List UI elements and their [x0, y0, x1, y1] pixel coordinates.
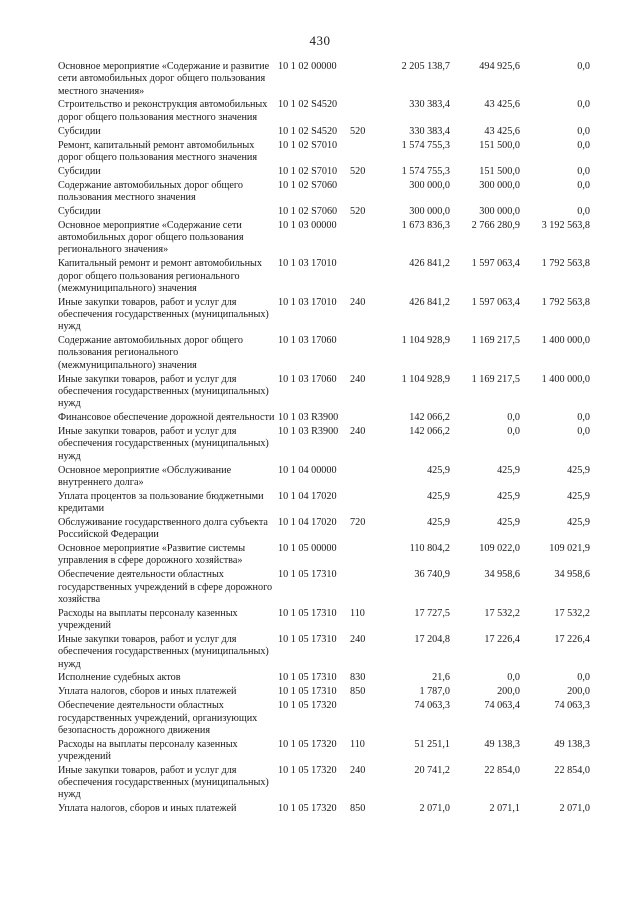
expense-type-code — [350, 491, 378, 517]
amount-year-2: 0,0 — [507, 426, 520, 438]
target-article-code: 10 1 02 S4520 — [278, 99, 338, 111]
item-name: Обеспечение деятельности областных государственных учреждений, организующих безопасность дорожного движения — [58, 700, 258, 736]
target-article-code: 10 1 03 R3900 — [278, 412, 339, 424]
expense-type-code — [350, 61, 378, 99]
amount-year-3: 22 854,0 — [554, 764, 590, 776]
amount-year-3: 17 226,4 — [554, 633, 590, 645]
table-row — [58, 374, 590, 412]
amount-year-1: 1 104 928,9 — [401, 335, 450, 347]
target-article-code: 10 1 02 00000 — [278, 61, 337, 72]
amount-year-3: 200,0 — [567, 686, 590, 698]
expense-type-code: 240 — [350, 373, 366, 385]
amount-year-2: 200,0 — [497, 686, 520, 698]
amount-year-3: 0,0 — [577, 165, 590, 177]
amount-year-1: 1 574 755,3 — [401, 165, 450, 177]
target-article-code: 10 1 03 17010 — [278, 258, 337, 270]
amount-year-1: 1 787,0 — [419, 686, 450, 698]
expense-type-code — [350, 465, 378, 491]
amount-year-2: 22 854,0 — [484, 764, 520, 776]
amount-year-2: 1 597 063,4 — [471, 258, 520, 270]
amount-year-1: 74 063,3 — [414, 700, 450, 712]
amount-year-3: 0,0 — [577, 179, 590, 191]
amount-year-1: 1 574 755,3 — [401, 139, 450, 151]
item-name: Иные закупки товаров, работ и услуг для обеспечения государственных (муниципальных) нужд — [58, 633, 269, 670]
item-name: Содержание автомобильных дорог общего пользования местного значения — [58, 179, 243, 203]
amount-year-3: 425,9 — [567, 464, 590, 476]
table-row — [58, 297, 590, 335]
item-name: Расходы на выплаты персоналу казенных учреждений — [58, 607, 238, 632]
amount-year-1: 1 673 836,3 — [401, 219, 450, 231]
table-row — [58, 258, 590, 296]
target-article-code: 10 1 04 00000 — [278, 464, 337, 476]
amount-year-3: 0,0 — [577, 99, 590, 111]
item-name: Уплата налогов, сборов и иных платежей — [58, 686, 237, 698]
budget-table — [58, 61, 590, 817]
amount-year-3: 0,0 — [577, 139, 590, 151]
table-row — [58, 686, 590, 700]
amount-year-1: 425,9 — [427, 464, 450, 476]
expense-type-code: 240 — [350, 426, 366, 438]
table-row — [58, 206, 590, 220]
amount-year-2: 0,0 — [507, 672, 520, 684]
amount-year-2: 17 532,2 — [484, 607, 520, 619]
item-name: Субсидии — [58, 125, 101, 137]
target-article-code: 10 1 02 S7010 — [278, 139, 338, 151]
amount-year-3: 34 958,6 — [554, 569, 590, 581]
amount-year-3: 425,9 — [567, 516, 590, 528]
amount-year-2: 1 169 217,5 — [471, 335, 520, 347]
amount-year-3: 49 138,3 — [554, 738, 590, 750]
table-row — [58, 543, 590, 569]
expense-type-code: 520 — [350, 205, 366, 217]
expense-type-code — [350, 180, 378, 206]
amount-year-2: 300 000,0 — [479, 179, 520, 191]
item-name: Расходы на выплаты персоналу казенных учреждений — [58, 738, 238, 762]
table-row — [58, 634, 590, 672]
budget-table-body — [58, 61, 590, 817]
amount-year-3: 425,9 — [567, 490, 590, 502]
expense-type-code: 520 — [350, 125, 366, 137]
table-row — [58, 426, 590, 464]
table-row — [58, 765, 590, 803]
item-name: Иные закупки товаров, работ и услуг для обеспечения государственных (муниципальных) нужд — [58, 373, 269, 410]
item-name: Ремонт, капитальный ремонт автомобильных дорог общего пользования местного значения — [58, 139, 258, 163]
amount-year-2: 494 925,6 — [479, 61, 520, 72]
expense-type-code: 830 — [350, 672, 366, 684]
item-name: Субсидии — [58, 165, 101, 177]
target-article-code: 10 1 02 S4520 — [278, 125, 338, 137]
table-row — [58, 99, 590, 125]
amount-year-2: 151 500,0 — [479, 139, 520, 151]
amount-year-1: 300 000,0 — [409, 205, 450, 217]
amount-year-3: 109 021,9 — [549, 543, 590, 555]
target-article-code: 10 1 05 17310 — [278, 633, 337, 645]
amount-year-1: 425,9 — [427, 516, 450, 528]
amount-year-3: 0,0 — [577, 205, 590, 217]
target-article-code: 10 1 02 S7010 — [278, 165, 338, 177]
expense-type-code: 520 — [350, 165, 366, 177]
amount-year-1: 110 804,2 — [409, 543, 450, 555]
item-name: Субсидии — [58, 205, 101, 217]
expense-type-code: 850 — [350, 803, 366, 815]
amount-year-2: 109 022,0 — [479, 543, 520, 555]
amount-year-3: 1 400 000,0 — [541, 335, 590, 347]
amount-year-1: 426 841,2 — [409, 258, 450, 270]
amount-year-1: 330 383,4 — [409, 99, 450, 111]
amount-year-3: 0,0 — [577, 61, 590, 72]
target-article-code: 10 1 02 S7060 — [278, 205, 338, 217]
item-name: Капитальный ремонт и ремонт автомобильных дорог общего пользования регионального (межмуниципального) значения — [58, 258, 262, 294]
amount-year-3: 3 192 563,8 — [541, 219, 590, 231]
amount-year-1: 2 205 138,7 — [401, 61, 450, 72]
table-row — [58, 517, 590, 543]
item-name: Иные закупки товаров, работ и услуг для обеспечения государственных (муниципальных) нужд — [58, 764, 269, 801]
amount-year-1: 20 741,2 — [414, 764, 450, 776]
expense-type-code — [350, 140, 378, 166]
expense-type-code: 110 — [350, 738, 365, 750]
expense-type-code: 240 — [350, 633, 366, 645]
table-row — [58, 803, 590, 817]
expense-type-code: 720 — [350, 516, 366, 528]
expense-type-code: 110 — [350, 607, 365, 619]
amount-year-2: 49 138,3 — [484, 738, 520, 750]
table-row — [58, 140, 590, 166]
amount-year-1: 300 000,0 — [409, 179, 450, 191]
table-row — [58, 491, 590, 517]
amount-year-3: 1 792 563,8 — [541, 258, 590, 270]
amount-year-1: 17 204,8 — [414, 633, 450, 645]
target-article-code: 10 1 05 17320 — [278, 738, 337, 750]
amount-year-1: 426 841,2 — [409, 296, 450, 308]
amount-year-1: 51 251,1 — [414, 738, 450, 750]
amount-year-3: 1 400 000,0 — [541, 373, 590, 385]
amount-year-3: 17 532,2 — [554, 607, 590, 619]
item-name: Уплата налогов, сборов и иных платежей — [58, 803, 237, 815]
table-row — [58, 569, 590, 607]
target-article-code: 10 1 03 17010 — [278, 296, 337, 308]
amount-year-3: 0,0 — [577, 672, 590, 684]
amount-year-1: 142 066,2 — [409, 426, 450, 438]
target-article-code: 10 1 03 R3900 — [278, 426, 339, 438]
amount-year-2: 43 425,6 — [484, 99, 520, 111]
amount-year-2: 74 063,4 — [484, 700, 520, 712]
table-row — [58, 700, 590, 738]
expense-type-code — [350, 99, 378, 125]
amount-year-3: 0,0 — [577, 125, 590, 137]
item-name: Строительство и реконструкция автомобильных дорог общего пользования местного значения — [58, 99, 268, 123]
target-article-code: 10 1 05 17320 — [278, 700, 337, 712]
item-name: Финансовое обеспечение дорожной деятельности — [58, 412, 275, 424]
item-name: Содержание автомобильных дорог общего пользования регионального (межмуниципального) значения — [58, 335, 243, 371]
amount-year-2: 2 071,1 — [489, 803, 520, 815]
amount-year-1: 36 740,9 — [414, 569, 450, 581]
item-name: Основное мероприятие «Содержание и развитие сети автомобильных дорог общего пользования местного значения» — [58, 61, 270, 97]
table-row — [58, 126, 590, 140]
amount-year-2: 43 425,6 — [484, 125, 520, 137]
expense-type-code — [350, 543, 378, 569]
amount-year-1: 17 727,5 — [414, 607, 450, 619]
expense-type-code: 850 — [350, 686, 366, 698]
target-article-code: 10 1 04 17020 — [278, 516, 337, 528]
target-article-code: 10 1 04 17020 — [278, 490, 337, 502]
expense-type-code: 240 — [350, 764, 366, 776]
target-article-code: 10 1 05 17320 — [278, 803, 337, 815]
target-article-code: 10 1 02 S7060 — [278, 179, 338, 191]
item-name: Уплата процентов за пользование бюджетными кредитами — [58, 490, 264, 514]
amount-year-3: 0,0 — [577, 412, 590, 424]
expense-type-code — [350, 258, 378, 296]
table-row — [58, 61, 590, 99]
amount-year-2: 17 226,4 — [484, 633, 520, 645]
target-article-code: 10 1 03 17060 — [278, 373, 337, 385]
amount-year-3: 2 071,0 — [559, 803, 590, 815]
item-name: Основное мероприятие «Содержание сети автомобильных дорог общего пользования регионального значения» — [58, 219, 244, 256]
amount-year-2: 425,9 — [497, 464, 520, 476]
table-row — [58, 608, 590, 634]
amount-year-2: 2 766 280,9 — [471, 219, 520, 231]
target-article-code: 10 1 03 17060 — [278, 335, 337, 347]
expense-type-code — [350, 335, 378, 373]
amount-year-3: 0,0 — [577, 426, 590, 438]
table-row — [58, 412, 590, 426]
amount-year-1: 21,6 — [432, 672, 450, 684]
table-row — [58, 180, 590, 206]
item-name: Основное мероприятие «Обслуживание внутреннего долга» — [58, 464, 232, 488]
expense-type-code — [350, 220, 378, 258]
table-row — [58, 220, 590, 258]
amount-year-3: 1 792 563,8 — [541, 296, 590, 308]
amount-year-2: 1 169 217,5 — [471, 373, 520, 385]
amount-year-1: 1 104 928,9 — [401, 373, 450, 385]
amount-year-2: 34 958,6 — [484, 569, 520, 581]
amount-year-2: 300 000,0 — [479, 205, 520, 217]
amount-year-2: 425,9 — [497, 490, 520, 502]
expense-type-code: 240 — [350, 296, 366, 308]
amount-year-3: 74 063,3 — [554, 700, 590, 712]
item-name: Основное мероприятие «Развитие системы управления в сфере дорожного хозяйства» — [58, 543, 246, 567]
table-row — [58, 672, 590, 686]
table-row — [58, 335, 590, 373]
target-article-code: 10 1 03 00000 — [278, 219, 337, 231]
table-row — [58, 166, 590, 180]
expense-type-code — [350, 700, 378, 738]
target-article-code: 10 1 05 17310 — [278, 569, 337, 581]
item-name: Обеспечение деятельности областных государственных учреждений в сфере дорожного хозяйства — [58, 569, 273, 605]
target-article-code: 10 1 05 00000 — [278, 543, 337, 555]
amount-year-2: 1 597 063,4 — [471, 296, 520, 308]
page-number: 430 — [309, 33, 331, 48]
amount-year-2: 0,0 — [507, 412, 520, 424]
item-name: Исполнение судебных актов — [58, 672, 181, 684]
target-article-code: 10 1 05 17320 — [278, 764, 337, 776]
target-article-code: 10 1 05 17310 — [278, 672, 337, 684]
item-name: Обслуживание государственного долга субъекта Российской Федерации — [58, 516, 268, 541]
amount-year-2: 425,9 — [497, 516, 520, 528]
item-name: Иные закупки товаров, работ и услуг для обеспечения государственных (муниципальных) нужд — [58, 426, 269, 462]
amount-year-1: 330 383,4 — [409, 125, 450, 137]
amount-year-2: 151 500,0 — [479, 165, 520, 177]
target-article-code: 10 1 05 17310 — [278, 607, 337, 619]
amount-year-1: 425,9 — [427, 490, 450, 502]
expense-type-code — [350, 569, 378, 607]
table-row — [58, 465, 590, 491]
amount-year-1: 142 066,2 — [409, 412, 450, 424]
amount-year-1: 2 071,0 — [419, 803, 450, 815]
item-name: Иные закупки товаров, работ и услуг для обеспечения государственных (муниципальных) нужд — [58, 296, 269, 333]
table-row — [58, 739, 590, 765]
expense-type-code — [350, 412, 378, 426]
target-article-code: 10 1 05 17310 — [278, 686, 337, 698]
